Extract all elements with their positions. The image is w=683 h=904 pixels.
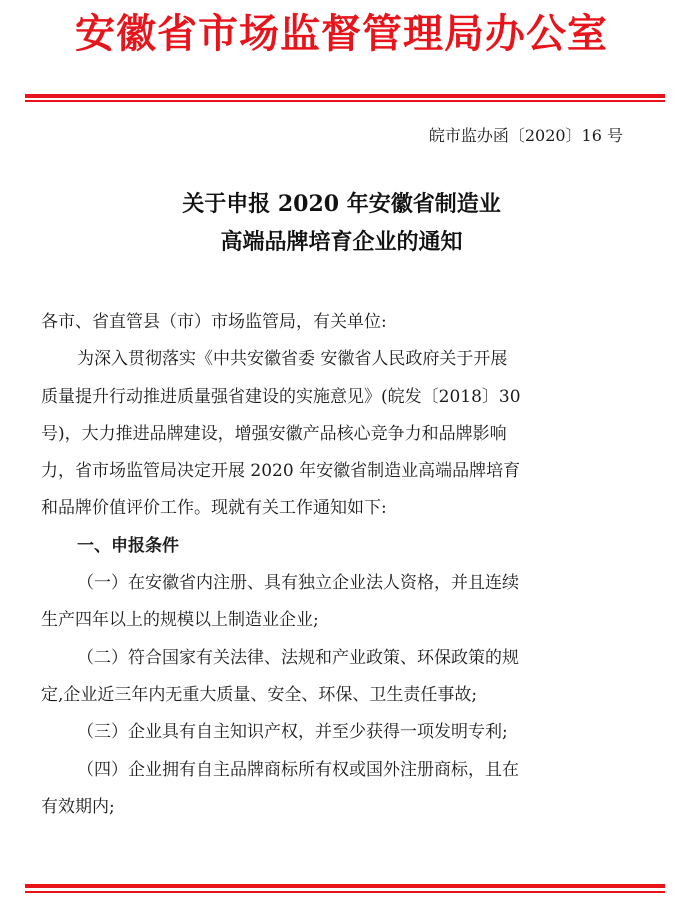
footer-red-rule-thin xyxy=(25,891,665,893)
condition-line: （一）在安徽省内注册、具有独立企业法人资格，并且连续 xyxy=(77,573,519,594)
document-number: 皖市监办函〔2020〕16 号 xyxy=(428,126,623,145)
header-red-rule-thin xyxy=(25,100,665,102)
condition-line: （四）企业拥有自主品牌商标所有权或国外注册商标，且在 xyxy=(77,759,519,780)
document-body xyxy=(41,304,641,826)
title-line-2: 高端品牌培育企业的通知 xyxy=(220,229,463,255)
body-line: 为深入贯彻落实《中共安徽省委 安徽省人民政府关于开展 xyxy=(77,349,508,370)
body-line: 号)，大力推进品牌建设，增强安徽产品核心竞争力和品牌影响 xyxy=(41,423,507,444)
body-line: 力，省市场监管局决定开展 2020 年安徽省制造业高端品牌培育 xyxy=(41,461,521,482)
body-line: 质量提升行动推进质量强省建设的实施意见》(皖发〔2018〕30 xyxy=(41,386,521,407)
section-heading: 一、申报条件 xyxy=(77,535,179,556)
addressee-line: 各市、省直管县（市）市场监管局，有关单位: xyxy=(41,312,387,332)
title-line-1: 关于申报 2020 年安徽省制造业 xyxy=(182,191,501,217)
body-line: 和品牌价值评价工作。现就有关工作通知如下: xyxy=(41,498,387,519)
condition-line: 生产四年以上的规模以上制造业企业; xyxy=(41,610,319,631)
header-red-rule xyxy=(25,94,665,98)
document-title xyxy=(0,188,683,258)
condition-line: 有效期内; xyxy=(41,796,115,817)
footer-red-rule xyxy=(25,884,665,888)
condition-line: （二）符合国家有关法律、法规和产业政策、环保政策的规 xyxy=(77,647,519,668)
issuing-office-header: 安徽省市场监督管理局办公室 xyxy=(75,10,608,57)
condition-line: 定,企业近三年内无重大质量、安全、环保、卫生责任事故; xyxy=(41,684,478,705)
condition-line: （三）企业具有自主知识产权，并至少获得一项发明专利; xyxy=(77,722,508,743)
